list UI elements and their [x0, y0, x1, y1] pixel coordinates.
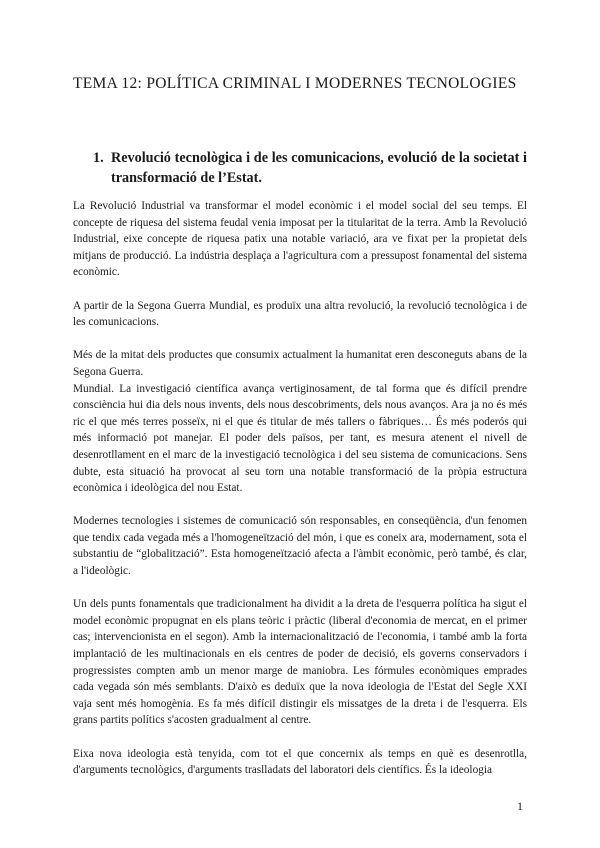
page-number: 1: [517, 799, 523, 813]
body-text: [73, 198, 527, 779]
section-number: 1.: [93, 150, 104, 166]
paragraph-scientific-research: Mundial. La investigació científica avança vertiginosament, de tal forma que és difícil prendre consciència hui dia dels nous invents, dels nous descobriments, dels nous avanços. Ara ja no és més ric el que més terres posseïx, ni el que és titular de més tallers o fàbriques… És més poderós qui més informació pot manejar. El poder dels països, per tant, es mesura atenent el nivell de desenrotllament en el marc de la investigació tecnològica i del seu sistema de comunicacions. Sens dubte, esta situació ha provocat al seu torn una notable transformació de la pròpia estructura econòmica i ideològica del nou Estat.: [73, 382, 527, 495]
section-heading: [93, 149, 527, 188]
paragraph-products: Més de la mitat dels productes que consumix actualment la humanitat eren desconeguts abans de la Segona Guerra.: [73, 349, 527, 378]
paragraph-second-world-war: A partir de la Segona Guerra Mundial, es produïx una altra revolució, la revolució tecnològica i de les comunicacions.: [73, 299, 527, 329]
document-title: TEMA 12: POLÍTICA CRIMINAL I MODERNES TECNOLOGIES: [73, 75, 517, 92]
paragraph-left-right-politics: Un dels punts fonamentals que tradicionalment ha dividit a la dreta de l'esquerra política ha sigut el model econòmic propugnat en els plans teòric i pràctic (liberal d'economia de mercat, en el primer cas; intervencionista en el segon). Amb la internacionalització de l'economia, i també amb la forta implantació de les multinacionals en els centres de poder de decisió, els governs conservadors i progressistes compten amb un menor marge de maniobra. Les fórmules econòmiques emprades cada vegada són més semblants. D'això es deduïx que la nova ideologia de l'Estat del Segle XXI vaja sent més homogènia. Es fa més difícil distingir els missatges de la dreta i de l'esquerra. Els grans partits polítics s'acosten gradualment al centre.: [73, 598, 527, 727]
section-heading-text: Revolució tecnològica i de les comunicacions, evolució de la societat i transformació de l’Estat.: [111, 150, 527, 186]
paragraph-globalization: Modernes tecnologies i sistemes de comunicació són responsables, en conseqüència, d'un fenomen que tendix cada vegada més a l'homogeneïtzació del món, i que es coneix ara, modernament, sota el substantiu de “globalització”. Esta homogeneïtzació afecta a l'àmbit econòmic, però també, és clar, a l'ideològic.: [73, 515, 527, 578]
paragraph-new-ideology: Eixa nova ideologia està tenyida, com tot el que concernix als temps en què es desenrotlla, d'arguments tecnològics, d'arguments traslladats del laboratori dels científics. És la ideologia: [73, 747, 527, 777]
paragraph-industrial-revolution: La Revolució Industrial va transformar el model econòmic i el model social del seu temps. El concepte de riquesa del sistema feudal venia imposat per la titularitat de la terra. Amb la Revolució Industrial, eixe concepte de riquesa patix una notable variació, ara ve fixat per la propietat dels mitjans de producció. La indústria desplaça a l'agricultura com a pressupost fonamental del sistema econòmic.: [73, 200, 527, 279]
